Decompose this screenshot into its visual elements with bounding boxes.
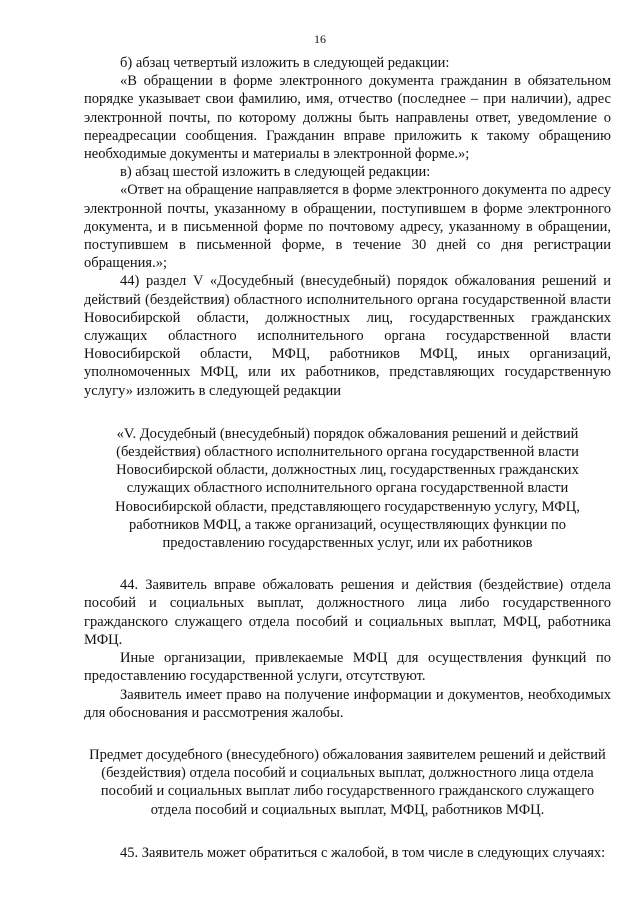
paragraph-c-intro: в) абзац шестой изложить в следующей редакции:: [120, 164, 431, 181]
section-v-heading: «V. Досудебный (внесудебный) порядок обжалования решений и действий (бездействия) областного исполнительного органа государственной власти Новосибирской области, должностных лиц, государственных гражданских служащих областного исполнительного органа государственной власти Новосибирской области, представляющего государственную услугу, МФЦ, работников МФЦ, а также организаций, осуществляющих функции по предоставлению государственных услуг, или их работников: [115, 425, 580, 552]
paragraph-b-intro: б) абзац четвертый изложить в следующей редакции:: [120, 55, 450, 71]
document-body: [84, 54, 611, 862]
paragraph-item-44: 44) раздел V «Досудебный (внесудебный) порядок обжалования решений и действий (бездействия) областного исполнительного органа государственной власти Новосибирской области, должностных лиц, государственных гражданских служащих областного исполнительного органа государственной власти Новосибирской области, МФЦ, работников МФЦ, иных организаций, уполномоченных МФЦ, или их работников, представляющих государственную услугу» изложить в следующей редакции: [84, 273, 611, 399]
subject-heading: Предмет досудебного (внесудебного) обжалования заявителем решений и действий (бездействия) отдела пособий и социальных выплат, должностного лица отдела пособий и социальных выплат либо государственного гражданского служащего отдела пособий и социальных выплат, МФЦ, работников МФЦ.: [89, 746, 606, 818]
paragraph-other-organizations: Иные организации, привлекаемые МФЦ для осуществления функций по предоставлению государственной услуги, отсутствуют.: [84, 650, 611, 685]
page-number: 16: [314, 32, 326, 46]
paragraph-c-quote: «Ответ на обращение направляется в форме электронного документа по адресу электронной почты, указанному в обращении, поступившем в форме электронного документа, и в письменной форме по почтовому адресу, указанному в обращении, поступившем в письменной форме, в течение 30 дней со дня регистрации обращения.»;: [84, 182, 611, 272]
paragraph-b-quote: «В обращении в форме электронного документа гражданин в обязательном порядке указывает свои фамилию, имя, отчество (последнее – при наличии), адрес электронной почты, по которому должны быть направлены ответ, уведомление о переадресации сообщения. Гражданин вправе приложить к такому обращению необходимые документы и материалы в электронной форме.»;: [84, 73, 611, 163]
paragraph-applicant-rights: Заявитель имеет право на получение информации и документов, необходимых для обоснования и рассмотрения жалобы.: [84, 686, 611, 721]
paragraph-clause-44: 44. Заявитель вправе обжаловать решения и действия (бездействие) отдела пособий и социальных выплат, должностного лица либо государственного гражданского служащего отдела пособий и социальных выплат, МФЦ, работника МФЦ.: [84, 577, 611, 648]
paragraph-clause-45: 45. Заявитель может обратиться с жалобой, в том числе в следующих случаях:: [120, 844, 606, 861]
